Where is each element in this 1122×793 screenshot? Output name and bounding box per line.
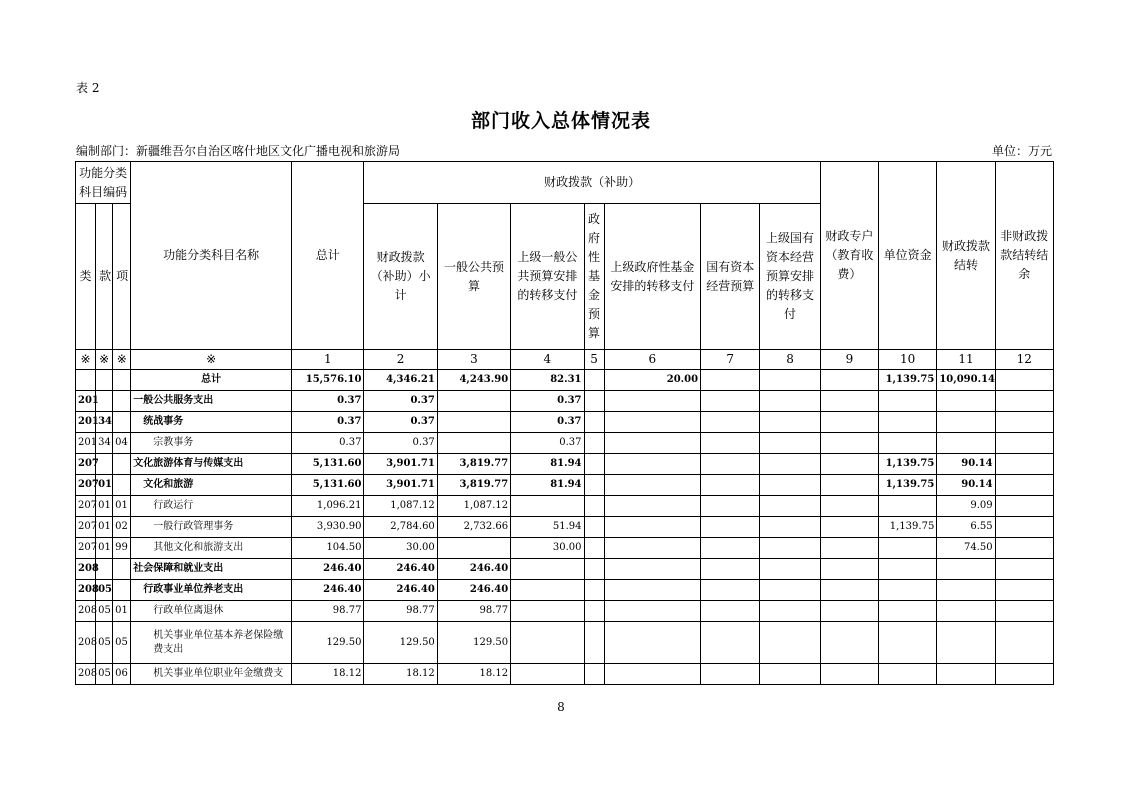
cell-value-c8 — [760, 580, 820, 601]
cell-value-c3: 3,819.77 — [437, 475, 510, 496]
cell-value-c8 — [760, 391, 820, 412]
page-number: 8 — [557, 700, 565, 714]
table-row — [76, 601, 1054, 622]
cell-value-c9 — [820, 517, 878, 538]
header-mark-xiang: ※ — [113, 350, 131, 370]
cell-code-cat: 208 — [76, 622, 96, 664]
cell-value-c4 — [511, 664, 584, 685]
cell-code-xiang: 05 — [113, 622, 131, 664]
cell-value-c2: 30.00 — [364, 538, 437, 559]
cell-value-c6 — [604, 433, 700, 454]
cell-value-c2: 246.40 — [364, 559, 437, 580]
cell-value-c11: 9.09 — [937, 496, 995, 517]
cell-value-c11 — [937, 433, 995, 454]
cell-code-kuan: 05 — [96, 601, 113, 622]
cell-value-c12 — [995, 538, 1053, 559]
header-cat: 类 — [76, 204, 96, 350]
cell-value-c4: 0.37 — [511, 391, 584, 412]
cell-value-c1: 5,131.60 — [292, 475, 364, 496]
cell-value-c9 — [820, 622, 878, 664]
cell-value-c2: 3,901.71 — [364, 475, 437, 496]
cell-value-c2: 98.77 — [364, 601, 437, 622]
cell-code-cat: 207 — [76, 517, 96, 538]
cell-value-c5 — [584, 454, 604, 475]
col-num: 4 — [511, 350, 584, 370]
cell-value-c12 — [995, 475, 1053, 496]
cell-value-c12 — [995, 412, 1053, 433]
cell-value-c5 — [584, 601, 604, 622]
cell-value-c10 — [879, 496, 937, 517]
cell-value-c12 — [995, 622, 1053, 664]
cell-code-xiang — [113, 412, 131, 433]
cell-code-xiang — [113, 580, 131, 601]
header-total: 总计 — [292, 162, 364, 350]
table-row — [76, 517, 1054, 538]
cell-value-c6 — [604, 538, 700, 559]
table-row — [76, 454, 1054, 475]
cell-value-c1: 0.37 — [292, 433, 364, 454]
cell-value-c4: 0.37 — [511, 433, 584, 454]
cell-code-kuan: 01 — [96, 517, 113, 538]
cell-value-c6 — [604, 391, 700, 412]
header-func-name: 功能分类科目名称 — [131, 162, 292, 350]
cell-code-xiang — [113, 391, 131, 412]
cell-value-c7 — [701, 559, 760, 580]
cell-value-c7 — [701, 601, 760, 622]
cell-value-c9 — [820, 454, 878, 475]
cell-value-c2: 1,087.12 — [364, 496, 437, 517]
cell-value-c5 — [584, 475, 604, 496]
col-num: 1 — [292, 350, 364, 370]
cell-value-c4 — [511, 496, 584, 517]
cell-value-c12 — [995, 496, 1053, 517]
cell-value-c1: 1,096.21 — [292, 496, 364, 517]
cell-code-cat: 208 — [76, 664, 96, 685]
cell-value-c2: 4,346.21 — [364, 370, 437, 391]
cell-value-c7 — [701, 664, 760, 685]
header-general-budget: 一般公共预算 — [437, 204, 510, 350]
cell-value-c3 — [437, 391, 510, 412]
cell-code-cat: 207 — [76, 538, 96, 559]
cell-code-kuan: 05 — [96, 622, 113, 664]
cell-value-c5 — [584, 580, 604, 601]
cell-value-c1: 3,930.90 — [292, 517, 364, 538]
cell-value-c2: 0.37 — [364, 433, 437, 454]
cell-value-c9 — [820, 664, 878, 685]
cell-code-cat: 201 — [76, 391, 96, 412]
cell-value-c4: 81.94 — [511, 475, 584, 496]
cell-value-c5 — [584, 412, 604, 433]
cell-value-c7 — [701, 496, 760, 517]
cell-value-c10 — [879, 391, 937, 412]
cell-value-c2: 18.12 — [364, 664, 437, 685]
unit-label: 单位：万元 — [991, 144, 1052, 158]
cell-func-name: 机关事业单位基本养老保险缴费支出 — [131, 622, 292, 664]
header-upper-state-capital: 上级国有资本经营预算安排的转移支付 — [760, 204, 820, 350]
cell-value-c10 — [879, 601, 937, 622]
cell-code-cat — [76, 370, 96, 391]
cell-value-c2: 129.50 — [364, 622, 437, 664]
cell-value-c11 — [937, 601, 995, 622]
cell-value-c8 — [760, 559, 820, 580]
cell-value-c11 — [937, 664, 995, 685]
cell-value-c10 — [879, 412, 937, 433]
table-row — [76, 433, 1054, 454]
table-row — [76, 664, 1054, 685]
cell-value-c5 — [584, 559, 604, 580]
cell-value-c8 — [760, 433, 820, 454]
cell-code-kuan: 05 — [96, 580, 113, 601]
cell-code-cat: 208 — [76, 601, 96, 622]
cell-value-c7 — [701, 454, 760, 475]
cell-value-c1: 15,576.10 — [292, 370, 364, 391]
cell-value-c2: 2,784.60 — [364, 517, 437, 538]
cell-code-xiang: 01 — [113, 601, 131, 622]
cell-value-c4 — [511, 601, 584, 622]
header-xiang: 项 — [113, 204, 131, 350]
cell-value-c4: 82.31 — [511, 370, 584, 391]
cell-value-c2: 0.37 — [364, 412, 437, 433]
cell-value-c8 — [760, 370, 820, 391]
table-label: 表 2 — [76, 81, 100, 95]
cell-value-c12 — [995, 454, 1053, 475]
cell-value-c12 — [995, 664, 1053, 685]
cell-value-c12 — [995, 433, 1053, 454]
cell-value-c1: 18.12 — [292, 664, 364, 685]
table-row — [76, 580, 1054, 601]
header-nonfiscal-carryover: 非财政拨款结转结余 — [995, 162, 1053, 350]
cell-code-cat: 207 — [76, 475, 96, 496]
cell-value-c9 — [820, 538, 878, 559]
cell-value-c9 — [820, 559, 878, 580]
cell-value-c10 — [879, 580, 937, 601]
cell-value-c10 — [879, 664, 937, 685]
cell-value-c7 — [701, 517, 760, 538]
cell-value-c12 — [995, 517, 1053, 538]
cell-value-c3 — [437, 538, 510, 559]
cell-value-c1: 0.37 — [292, 391, 364, 412]
cell-value-c10: 1,139.75 — [879, 370, 937, 391]
cell-value-c6 — [604, 412, 700, 433]
cell-value-c9 — [820, 370, 878, 391]
cell-func-name: 文化旅游体育与传媒支出 — [131, 454, 292, 475]
cell-value-c6: 20.00 — [604, 370, 700, 391]
cell-func-name: 行政单位离退休 — [131, 601, 292, 622]
cell-func-name: 社会保障和就业支出 — [131, 559, 292, 580]
cell-value-c8 — [760, 538, 820, 559]
cell-code-cat: 207 — [76, 454, 96, 475]
cell-value-c9 — [820, 433, 878, 454]
cell-func-name: 其他文化和旅游支出 — [131, 538, 292, 559]
cell-value-c1: 0.37 — [292, 412, 364, 433]
header-state-capital: 国有资本经营预算 — [701, 204, 760, 350]
col-num: 2 — [364, 350, 437, 370]
cell-value-c3: 2,732.66 — [437, 517, 510, 538]
cell-code-cat: 201 — [76, 433, 96, 454]
cell-value-c4 — [511, 622, 584, 664]
table-row — [76, 475, 1054, 496]
table-row — [76, 370, 1054, 391]
cell-value-c9 — [820, 601, 878, 622]
header-unit-funds: 单位资金 — [879, 162, 937, 350]
cell-value-c11: 10,090.14 — [937, 370, 995, 391]
cell-code-xiang: 01 — [113, 496, 131, 517]
col-num: 7 — [701, 350, 760, 370]
cell-value-c7 — [701, 370, 760, 391]
cell-value-c11: 6.55 — [937, 517, 995, 538]
cell-value-c7 — [701, 433, 760, 454]
cell-value-c11 — [937, 580, 995, 601]
cell-func-name: 行政事业单位养老支出 — [131, 580, 292, 601]
cell-value-c2: 0.37 — [364, 391, 437, 412]
table-body — [76, 370, 1054, 685]
cell-value-c8 — [760, 475, 820, 496]
cell-value-c3: 246.40 — [437, 559, 510, 580]
col-num: 5 — [584, 350, 604, 370]
cell-value-c10 — [879, 538, 937, 559]
cell-value-c11 — [937, 391, 995, 412]
table-row — [76, 391, 1054, 412]
header-kuan: 款 — [96, 204, 113, 350]
header-fiscal: 财政拨款（补助） — [364, 162, 820, 204]
cell-value-c1: 129.50 — [292, 622, 364, 664]
cell-code-kuan: 05 — [96, 664, 113, 685]
cell-value-c6 — [604, 454, 700, 475]
cell-value-c9 — [820, 391, 878, 412]
cell-value-c8 — [760, 412, 820, 433]
table-row — [76, 559, 1054, 580]
cell-value-c11 — [937, 412, 995, 433]
cell-code-xiang — [113, 370, 131, 391]
cell-value-c5 — [584, 538, 604, 559]
cell-value-c8 — [760, 601, 820, 622]
cell-value-c4: 0.37 — [511, 412, 584, 433]
cell-code-kuan: 01 — [96, 538, 113, 559]
cell-value-c3: 18.12 — [437, 664, 510, 685]
cell-value-c3: 246.40 — [437, 580, 510, 601]
cell-value-c1: 246.40 — [292, 580, 364, 601]
cell-value-c3: 3,819.77 — [437, 454, 510, 475]
header-mark-name: ※ — [131, 350, 292, 370]
cell-value-c3: 1,087.12 — [437, 496, 510, 517]
header-mark-cat: ※ — [76, 350, 96, 370]
table-row — [76, 496, 1054, 517]
cell-value-c12 — [995, 580, 1053, 601]
cell-value-c1: 5,131.60 — [292, 454, 364, 475]
col-num: 12 — [995, 350, 1053, 370]
header-upper-general-transfer: 上级一般公共预算安排的转移支付 — [511, 204, 584, 350]
cell-func-name: 统战事务 — [131, 412, 292, 433]
cell-value-c7 — [701, 622, 760, 664]
header-mark-kuan: ※ — [96, 350, 113, 370]
cell-value-c10 — [879, 433, 937, 454]
cell-value-c5 — [584, 370, 604, 391]
cell-value-c7 — [701, 412, 760, 433]
cell-value-c6 — [604, 664, 700, 685]
cell-value-c6 — [604, 517, 700, 538]
cell-value-c11: 74.50 — [937, 538, 995, 559]
cell-code-kuan — [96, 370, 113, 391]
cell-code-xiang: 06 — [113, 664, 131, 685]
cell-value-c12 — [995, 391, 1053, 412]
cell-value-c1: 104.50 — [292, 538, 364, 559]
cell-value-c3 — [437, 412, 510, 433]
cell-code-cat: 201 — [76, 412, 96, 433]
header-gov-fund: 政府性基金预算 — [584, 204, 604, 350]
col-num: 3 — [437, 350, 510, 370]
cell-value-c8 — [760, 454, 820, 475]
cell-value-c10 — [879, 559, 937, 580]
cell-value-c8 — [760, 622, 820, 664]
cell-value-c3: 129.50 — [437, 622, 510, 664]
header-func-code: 功能分类科目编码 — [76, 162, 131, 204]
cell-code-cat: 207 — [76, 496, 96, 517]
cell-code-kuan: 01 — [96, 475, 113, 496]
cell-value-c6 — [604, 559, 700, 580]
cell-value-c9 — [820, 496, 878, 517]
cell-value-c8 — [760, 496, 820, 517]
cell-value-c6 — [604, 601, 700, 622]
cell-value-c12 — [995, 601, 1053, 622]
cell-func-name: 机关事业单位职业年金缴费支 — [131, 664, 292, 685]
cell-value-c2: 246.40 — [364, 580, 437, 601]
cell-value-c1: 246.40 — [292, 559, 364, 580]
header-upper-fund-transfer: 上级政府性基金安排的转移支付 — [604, 204, 700, 350]
cell-code-xiang — [113, 454, 131, 475]
revenue-table — [75, 161, 1054, 685]
cell-code-xiang: 02 — [113, 517, 131, 538]
cell-value-c8 — [760, 664, 820, 685]
cell-value-c3: 4,243.90 — [437, 370, 510, 391]
cell-func-name: 一般行政管理事务 — [131, 517, 292, 538]
cell-value-c4: 30.00 — [511, 538, 584, 559]
cell-value-c5 — [584, 433, 604, 454]
cell-value-c11: 90.14 — [937, 475, 995, 496]
cell-value-c1: 98.77 — [292, 601, 364, 622]
cell-value-c9 — [820, 580, 878, 601]
col-num: 9 — [820, 350, 878, 370]
cell-func-name: 一般公共服务支出 — [131, 391, 292, 412]
table-row — [76, 622, 1054, 664]
cell-value-c10 — [879, 622, 937, 664]
cell-value-c10: 1,139.75 — [879, 475, 937, 496]
cell-value-c6 — [604, 475, 700, 496]
page-title: 部门收入总体情况表 — [470, 110, 651, 132]
cell-code-xiang: 04 — [113, 433, 131, 454]
cell-value-c6 — [604, 622, 700, 664]
department-label: 编制部门：新疆维吾尔自治区喀什地区文化广播电视和旅游局 — [76, 144, 401, 158]
cell-value-c5 — [584, 622, 604, 664]
cell-value-c4: 81.94 — [511, 454, 584, 475]
col-num: 10 — [879, 350, 937, 370]
cell-value-c11: 90.14 — [937, 454, 995, 475]
cell-value-c12 — [995, 559, 1053, 580]
cell-value-c11 — [937, 559, 995, 580]
cell-value-c6 — [604, 580, 700, 601]
cell-code-kuan: 34 — [96, 433, 113, 454]
table-row — [76, 412, 1054, 433]
cell-code-xiang — [113, 559, 131, 580]
header-special-edu: 财政专户（教育收费） — [820, 162, 878, 350]
header-fiscal-subtotal: 财政拨款（补助）小计 — [364, 204, 437, 350]
cell-func-name: 文化和旅游 — [131, 475, 292, 496]
cell-value-c9 — [820, 475, 878, 496]
cell-code-cat: 208 — [76, 580, 96, 601]
cell-value-c11 — [937, 622, 995, 664]
table-row — [76, 538, 1054, 559]
cell-value-c8 — [760, 517, 820, 538]
cell-value-c4 — [511, 580, 584, 601]
cell-value-c7 — [701, 475, 760, 496]
col-num: 11 — [937, 350, 995, 370]
header-fiscal-carryover: 财政拨款结转 — [937, 162, 995, 350]
cell-value-c9 — [820, 412, 878, 433]
cell-value-c5 — [584, 391, 604, 412]
cell-value-c3 — [437, 433, 510, 454]
cell-value-c7 — [701, 538, 760, 559]
cell-value-c5 — [584, 664, 604, 685]
cell-value-c5 — [584, 496, 604, 517]
cell-code-kuan: 34 — [96, 412, 113, 433]
cell-func-name: 总计 — [131, 370, 292, 391]
cell-value-c4: 51.94 — [511, 517, 584, 538]
cell-code-cat: 208 — [76, 559, 96, 580]
cell-func-name: 行政运行 — [131, 496, 292, 517]
cell-value-c10: 1,139.75 — [879, 517, 937, 538]
cell-value-c12 — [995, 370, 1053, 391]
cell-code-kuan: 01 — [96, 496, 113, 517]
cell-value-c4 — [511, 559, 584, 580]
cell-code-xiang: 99 — [113, 538, 131, 559]
cell-value-c7 — [701, 391, 760, 412]
cell-func-name: 宗教事务 — [131, 433, 292, 454]
cell-value-c7 — [701, 580, 760, 601]
cell-code-xiang — [113, 475, 131, 496]
cell-value-c3: 98.77 — [437, 601, 510, 622]
col-num: 6 — [604, 350, 700, 370]
cell-value-c10: 1,139.75 — [879, 454, 937, 475]
cell-value-c5 — [584, 517, 604, 538]
cell-value-c2: 3,901.71 — [364, 454, 437, 475]
col-num: 8 — [760, 350, 820, 370]
cell-value-c6 — [604, 496, 700, 517]
